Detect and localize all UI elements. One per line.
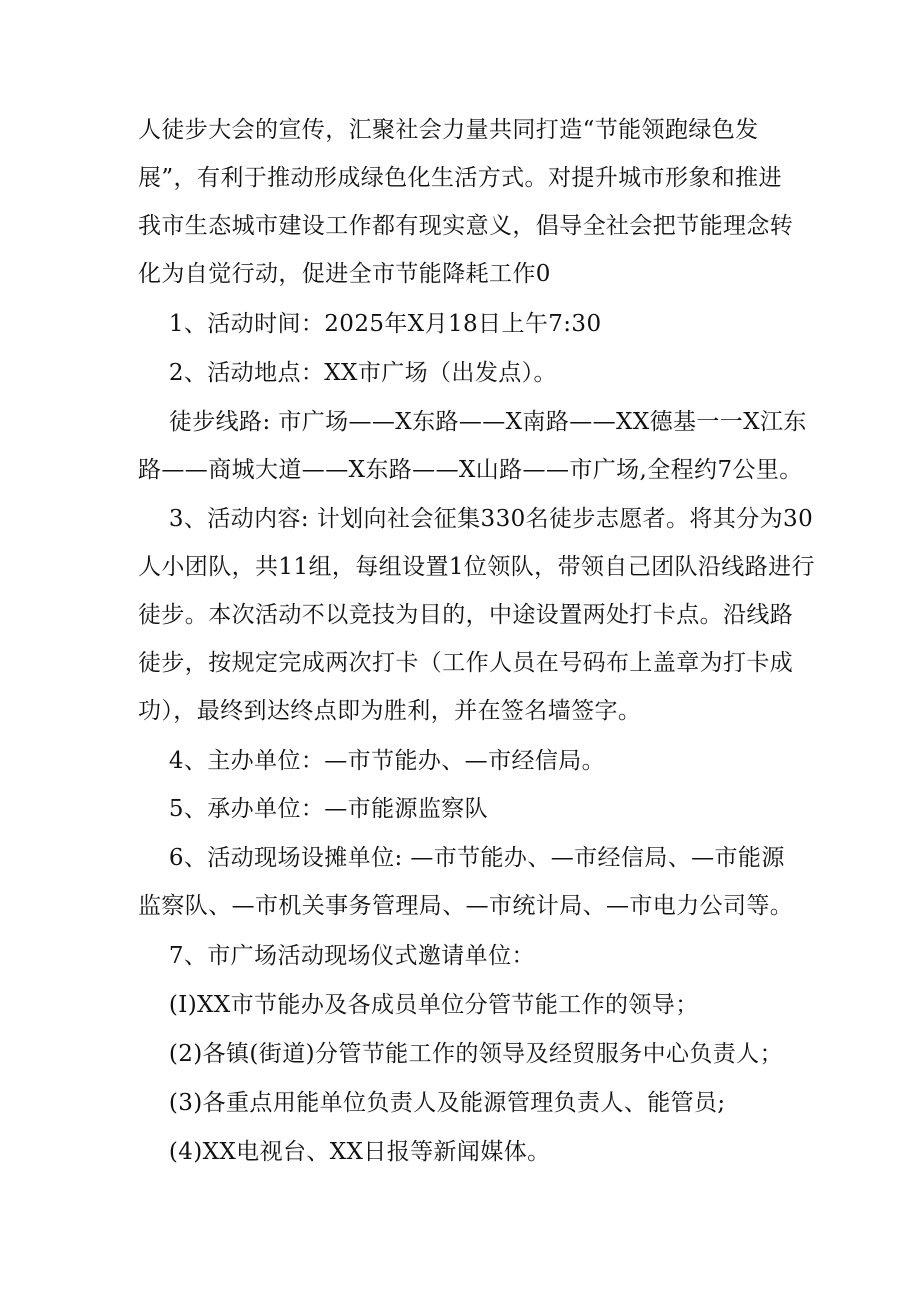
- sub-list-item: (2)各镇(街道)分管节能工作的领导及经贸服务中心负责人；: [138, 1041, 783, 1067]
- body-text-line: 徒步，按规定完成两次打卡（工作人员在号码布上盖章为打卡成: [138, 650, 794, 676]
- list-item-organizer: 4、主办单位：—市节能办、—市经信局。: [138, 748, 606, 774]
- body-text-line: 功），最终到达终点即为胜利，并在签名墙签字。: [138, 698, 642, 724]
- body-text-line: 化为自觉行动，促进全市节能降耗工作0: [138, 261, 551, 287]
- body-text-line: 监察队、—市机关事务管理局、—市统计局、—市电力公司等。: [138, 893, 794, 919]
- sub-list-item: (I)XX市节能办及各成员单位分管节能工作的领导；: [138, 992, 699, 1018]
- route-text-line: 徒步线路: 市广场——X东路——X南路——XX德基一一X江东: [138, 409, 807, 435]
- body-text-line: 展”，有利于推动形成绿色化生活方式。对提升城市形象和推进: [138, 165, 782, 191]
- list-item-booth-units: 6、活动现场设摊单位: —市节能办、—市经信局、—市能源: [138, 845, 785, 871]
- body-text-line: 徒步。本次活动不以竞技为目的，中途设置两处打卡点。沿线路: [138, 602, 794, 628]
- sub-list-item: (3)各重点用能单位负责人及能源管理负责人、能管员;: [138, 1090, 726, 1116]
- list-item-undertaker: 5、承办单位：—市能源监察队: [138, 796, 489, 822]
- list-item-location: 2、活动地点：XX市广场（出发点）。: [138, 360, 557, 386]
- list-item-content: 3、活动内容: 计划向社会征集330名徒步志愿者。将其分为30: [138, 506, 814, 532]
- list-item-invited-units: 7、市广场活动现场仪式邀请单位：: [138, 943, 535, 969]
- body-text-line: 人徒步大会的宣传，汇聚社会力量共同打造“节能领跑绿色发: [138, 117, 759, 143]
- route-text-line: 路——商城大道——X东路——X山路——市广场,全程约7公里。: [138, 457, 803, 483]
- list-item-time: 1、活动时间：2025年X月18日上午7:30: [138, 311, 602, 337]
- body-text-line: 人小团队，共11组，每组设置1位领队，带领自己团队沿线路进行: [138, 554, 815, 580]
- sub-list-item: (4)XX电视台、XX日报等新闻媒体。: [138, 1139, 551, 1165]
- body-text-line: 我市生态城市建设工作都有现实意义，倡导全社会把节能理念转: [138, 213, 794, 239]
